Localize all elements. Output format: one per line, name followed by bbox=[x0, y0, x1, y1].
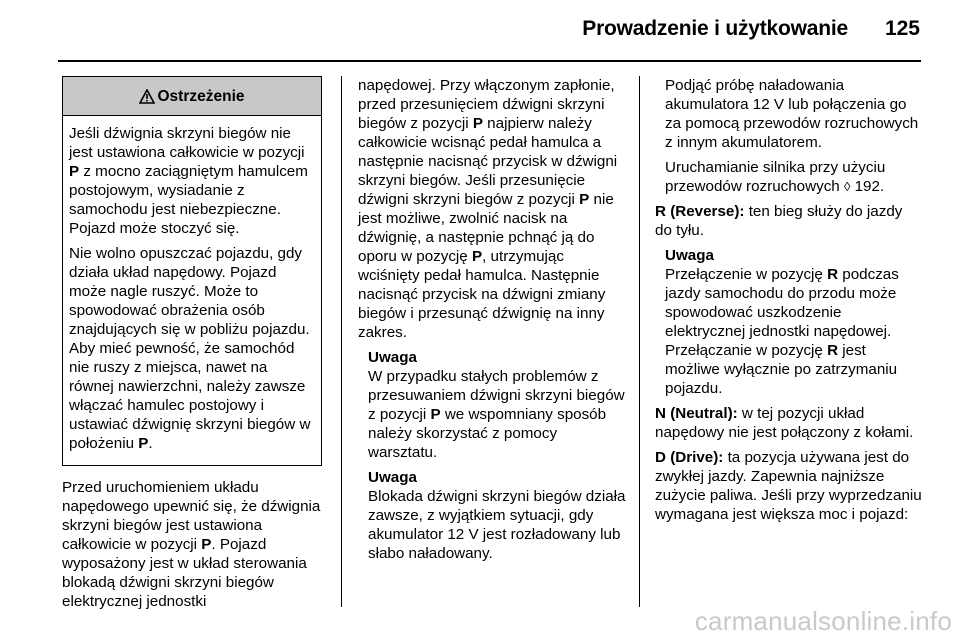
text: podczas jazdy samochodu do przodu może spowodować uszkodzenie elektrycznej jednostki napędowej. Przełączanie w pozycję bbox=[665, 266, 899, 359]
gear-letter: P bbox=[69, 163, 80, 180]
watermark: carmanualsonline.info bbox=[694, 606, 952, 636]
header-rule bbox=[58, 60, 921, 62]
text: nie jest możliwe, zwolnić nacisk na dźwignię, a następnie pchnąć ją do oporu w pozycję bbox=[358, 191, 614, 265]
column-divider bbox=[639, 76, 640, 607]
text: z mocno zaciągniętym hamulcem postojowym, wysiadanie z samochodu jest niebezpieczne. Pojazd może stoczyć się. bbox=[69, 163, 308, 237]
page-number: 125 bbox=[884, 17, 920, 40]
gear-letter: R bbox=[827, 342, 839, 359]
note-text bbox=[368, 367, 626, 462]
warning-box bbox=[62, 76, 322, 466]
text: Przełączenie w pozycję bbox=[665, 266, 828, 283]
gear-description-n bbox=[655, 404, 922, 442]
gear-letter: P bbox=[138, 435, 149, 452]
text: w tej pozycji układ napędowy nie jest połączony z kołami. bbox=[655, 405, 914, 441]
note bbox=[358, 468, 626, 563]
text: ta pozycja używana jest do zwykłej jazdy. Zapewnia najniższe zużycie paliwa. Jeśli przy wyprzedzaniu wymagana jest większa moc i pojazd: bbox=[655, 449, 922, 523]
text: Jeśli dźwignia skrzyni biegów nie jest ustawiona całkowicie w pozycji bbox=[69, 125, 305, 161]
text: jest możliwe wyłącznie po zatrzymaniu pojazdu. bbox=[665, 342, 898, 397]
text: Przed uruchomieniem układu napędowego upewnić się, że dźwignia skrzyni biegów jest ustawiona całkowicie w pozycji bbox=[62, 479, 321, 553]
text: . Pojazd wyposażony jest w układ sterowania blokadą dźwigni skrzyni biegów elektrycznej jednostki bbox=[62, 536, 307, 610]
gear-description-r bbox=[655, 202, 922, 240]
column-divider bbox=[341, 76, 342, 607]
gear-letter: P bbox=[579, 191, 590, 208]
text: ten bieg służy do jazdy do tyłu. bbox=[655, 203, 903, 239]
note bbox=[358, 348, 626, 462]
note-continued bbox=[655, 76, 922, 196]
text: napędowej. Przy włączonym zapłonie, przed przesunięciem dźwigni skrzyni biegów z pozycji bbox=[358, 77, 615, 132]
text: Uruchamianie silnika przy użyciu przewodów rozruchowych bbox=[665, 159, 886, 195]
warning-title: Ostrzeżenie bbox=[157, 87, 245, 105]
note-title: Uwaga bbox=[665, 247, 714, 264]
text: , utrzymując wciśnięty pedał hamulca. Następnie nacisnąć przycisk na dźwigni zmiany biegów i przesunąć dźwignię na inny zakres. bbox=[358, 248, 606, 341]
note-text bbox=[665, 265, 922, 398]
page-header bbox=[0, 0, 960, 58]
term: N (Neutral): bbox=[655, 405, 738, 422]
paragraph bbox=[665, 158, 922, 196]
note-text: Blokada dźwigni skrzyni biegów działa zawsze, z wyjątkiem sytuacji, gdy akumulator 12 V jest rozładowany lub słabo naładowany. bbox=[368, 488, 626, 562]
gear-letter: P bbox=[471, 248, 483, 265]
warning-paragraph bbox=[69, 124, 315, 238]
column-3 bbox=[655, 76, 922, 530]
text: we wspomniany sposób należy skorzystać z pomocy warsztatu. bbox=[368, 406, 607, 461]
paragraph bbox=[358, 76, 626, 342]
warning-body bbox=[63, 116, 321, 465]
text: 192. bbox=[850, 178, 885, 195]
text: . bbox=[148, 435, 153, 452]
page-reference-icon: ◊ bbox=[843, 179, 851, 194]
term: D (Drive): bbox=[655, 449, 724, 466]
gear-letter: P bbox=[201, 536, 212, 553]
paragraph: Podjąć próbę naładowania akumulatora 12 V lub połączenia go za pomocą przewodów rozruchowych z innym akumulatorem. bbox=[665, 77, 919, 151]
text: W przypadku stałych problemów z przesuwaniem dźwigni skrzyni biegów z pozycji bbox=[368, 368, 625, 423]
gear-description-d bbox=[655, 448, 922, 524]
gear-letter: P bbox=[472, 115, 483, 132]
paragraph bbox=[62, 478, 324, 611]
section-title: Prowadzenie i użytkowanie bbox=[582, 17, 848, 40]
note bbox=[655, 246, 922, 398]
column-1 bbox=[62, 76, 324, 617]
column-2 bbox=[358, 76, 626, 569]
warning-triangle-icon bbox=[139, 89, 155, 104]
warning-header bbox=[63, 77, 321, 116]
gear-letter: R bbox=[827, 266, 839, 283]
term: R (Reverse): bbox=[655, 203, 745, 220]
gear-letter: P bbox=[430, 406, 441, 423]
text: Nie wolno opuszczać pojazdu, gdy działa układ napędowy. Pojazd może nagle ruszyć. Może to spowodować obrażenia osób znajdujących się w pobliżu pojazdu. Aby mieć pewność, że samochód nie ruszy z miejsca, nawet na równej nawierzchni, należy zawsze włączać hamulec postojowy i ustawiać dźwignię skrzyni biegów w położeniu bbox=[69, 245, 311, 452]
text: najpierw należy całkowicie wcisnąć pedał hamulca a następnie nacisnąć przycisk w dźwigni skrzyni biegów. Jeśli przesunięcie dźwigni skrzyni biegów z pozycji bbox=[358, 115, 618, 208]
note-title: Uwaga bbox=[368, 349, 417, 366]
warning-paragraph bbox=[69, 244, 315, 453]
note-title: Uwaga bbox=[368, 469, 417, 486]
